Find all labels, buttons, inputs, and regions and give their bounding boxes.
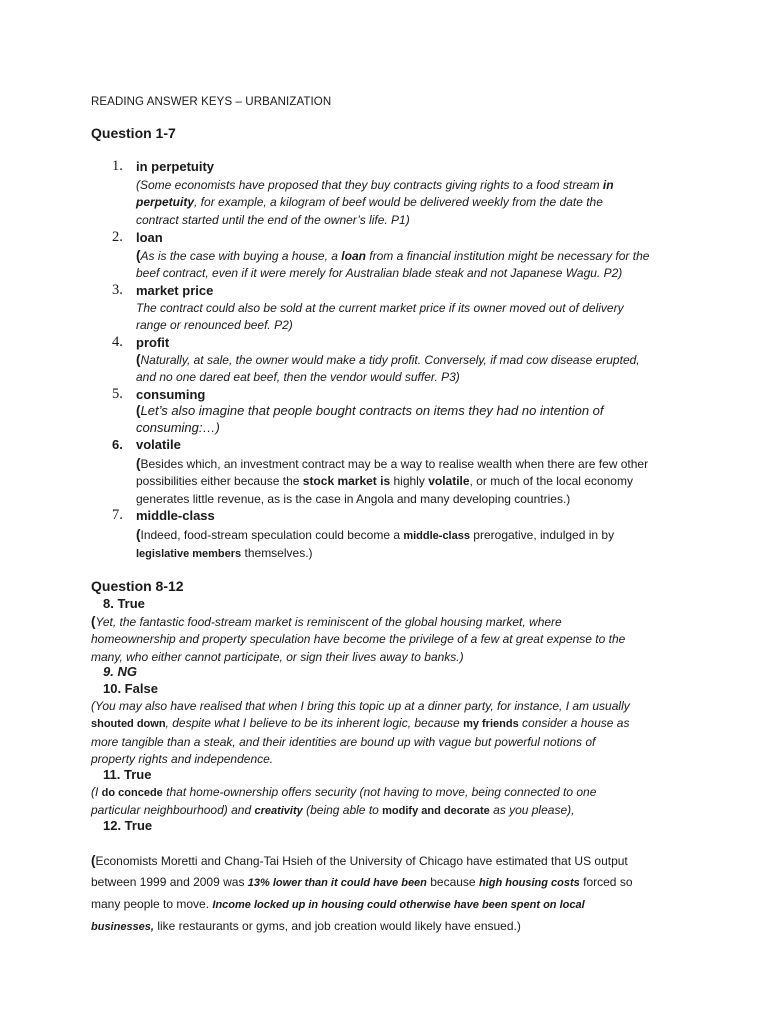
item-7-answer: middle-class xyxy=(136,508,215,523)
item-7-number: 7. xyxy=(112,507,123,523)
item-4-number: 4. xyxy=(112,334,123,350)
item-2-number: 2. xyxy=(112,229,123,245)
q8-explanation: (Yet, the fantastic food-stream market is reminiscent of the global housing market, where homeownership and property speculation have become the privilege of a few at great expense to the many, who either cannot participate, or sign their lives away to banks.) xyxy=(91,614,626,664)
item-5-answer: consuming xyxy=(136,387,206,402)
q10-answer: 10. False xyxy=(103,681,158,696)
item-6-answer: volatile xyxy=(136,437,181,452)
section-heading-q8-12: Question 8-12 xyxy=(91,578,184,594)
item-6-explanation: (Besides which, an investment contract may be a way to realise wealth when there are few other possibilities either because the stock market is highly volatile, or much of the local economy generates little revenue, as is the case in Angola and many developing countries.) xyxy=(136,456,649,506)
q11-explanation: (I do concede that home-ownership offers security (not having to move, being connected to one particular neighbourhood) and creativity (being able to modify and decorate as you please), xyxy=(91,785,597,818)
item-7-explanation: (Indeed, food-stream speculation could become a middle-class prerogative, indulged in by legislative members themselves.) xyxy=(136,527,615,561)
item-5-explanation: (Let’s also imagine that people bought contracts on items they had no intention of consuming:…) xyxy=(136,403,604,435)
item-2-explanation: (As is the case with buying a house, a loan from a financial institution might be necessary for the beef contract, even if it were merely for Australian blade steak and not Japanese Wagu. P2) xyxy=(136,248,650,281)
item-6-number: 6. xyxy=(112,437,123,452)
q11-answer: 11. True xyxy=(103,767,152,782)
item-1-explanation: (Some economists have proposed that they buy contracts giving rights to a food stream in perpetuity, for example, a kilogram of beef would be delivered weekly from the date the contract started until the end of the owner’s life. P1) xyxy=(136,178,614,227)
item-1-number: 1. xyxy=(112,158,123,174)
q12-answer: 12. True xyxy=(103,818,153,833)
item-4-explanation: (Naturally, at sale, the owner would make a tidy profit. Conversely, if mad cow disease erupted, and no one dared eat beef, then the vendor would suffer. P3) xyxy=(136,352,640,385)
item-5-number: 5. xyxy=(112,386,123,402)
item-1-answer: in perpetuity xyxy=(136,159,215,174)
item-2-answer: loan xyxy=(136,230,163,245)
q10-explanation: (You may also have realised that when I bring this topic up at a dinner party, for instance, I am usually shouted down, despite what I believe to be its inherent logic, because my friends consider a house as more tangible than a steak, and their identities are bound up with vague but powerful notions of property rights and independence. xyxy=(91,699,630,766)
item-4-answer: profit xyxy=(136,335,170,350)
q8-answer: 8. True xyxy=(103,596,145,611)
q9-answer: 9. NG xyxy=(103,664,137,679)
item-3-answer: market price xyxy=(136,283,214,298)
document-title: READING ANSWER KEYS – URBANIZATION xyxy=(91,96,332,108)
q12-explanation: (Economists Moretti and Chang-Tai Hsieh of the University of Chicago have estimated that US output between 1999 and 2009 was 13% lower than it could have been because high housing costs forced so many people to move. Income locked up in housing could otherwise have been spent on local businesses, like restaurants or gyms, and job creation would likely have ensued.) xyxy=(91,853,633,933)
item-3-explanation: The contract could also be sold at the current market price if its owner moved out of delivery range or renounced beef. P2) xyxy=(136,301,624,333)
section-heading-q1-7: Question 1-7 xyxy=(91,125,176,141)
item-3-number: 3. xyxy=(112,282,123,298)
